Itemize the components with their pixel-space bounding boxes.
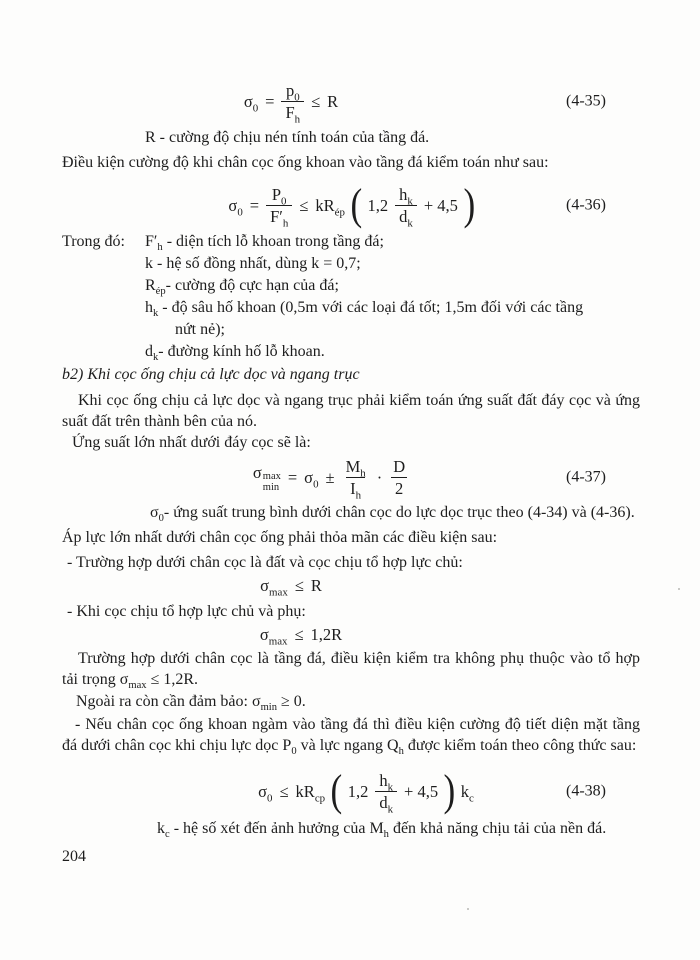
equation-4-38 <box>62 764 640 818</box>
plus-minus-sign: ± <box>325 467 335 487</box>
definition-hk-continuation: nứt nẻ); <box>175 321 225 338</box>
definition-hk: $h_k$ - độ sâu hố khoan (0,5m với các loại đá tốt; 1,5m đối với các tầng <box>145 299 584 320</box>
fraction-numerator: D <box>393 456 406 476</box>
fraction-D-2 <box>389 457 409 498</box>
fraction-hk-dk <box>395 184 417 229</box>
R-symbol: R <box>327 91 339 111</box>
fraction-p0-Fh <box>281 80 304 125</box>
Qh-symbol: $Q_h$ <box>387 737 404 758</box>
paragraph-socketed-pile: - Nếu chân cọc ống khoan ngàm vào tầng đá thì điều kiện cường độ tiết diện mặt tầng đá dưới chân cọc khi chịu lực dọc $P_0$ và lực ngang $Q_h$ được kiểm toán theo công thức sau: <box>62 716 640 758</box>
equation-4-35 <box>62 76 640 126</box>
leq-sign: ≤ <box>299 195 309 215</box>
formula-sigmamax-12R <box>260 624 342 645</box>
kc-symbol: $k_c$ <box>157 820 170 841</box>
formula-4-37 <box>252 456 409 501</box>
definition-dk: $d_k-$ đường kính hố lỗ khoan. <box>145 343 325 364</box>
inequality-sigmamax-R <box>62 574 640 596</box>
fraction-P0-Fh <box>266 184 292 229</box>
subscript-min: min <box>262 482 280 493</box>
cdot-sign: · <box>376 467 383 487</box>
scan-speck <box>467 908 469 910</box>
page-content <box>62 0 640 960</box>
sigma-max-symbol: $\sigma_{max}$ <box>260 575 288 598</box>
hk-symbol: $h_k$ <box>145 299 159 320</box>
definitions-list <box>62 231 640 363</box>
P0-symbol: $P_0$ <box>282 737 297 758</box>
paragraph-rock-condition: Trường hợp dưới chân cọc là tầng đá, điều kiện kiểm tra không phụ thuộc vào tổ hợp tải trọng $\sigma_{max} \le 1,2R$. <box>62 650 640 692</box>
inequality-sigmamax-12R <box>62 623 640 645</box>
plus-4-5-term: + 4,5 <box>423 195 458 215</box>
note-sigma0: $\sigma_0-$ ứng suất trung bình dưới chân cọc do lực dọc trục theo (4-34) và (4-36). <box>150 504 635 525</box>
paragraph-dieu-kien: Điều kiện cường độ khi chân cọc ống khoan vào tầng đá kiểm toán như sau: <box>62 154 549 171</box>
value-1-2R: 1,2R <box>310 624 343 644</box>
plus-4-5-term: + 4,5 <box>404 781 439 801</box>
paragraph-load-case: Khi cọc ống chịu cả lực dọc và ngang trục phải kiểm toán ứng suất đất đáy cọc và ứng suất đất trên thành bên của nó. <box>62 392 640 430</box>
dk-symbol: $d_k$ <box>145 343 159 364</box>
definition-Fh: Trong đó: $F'_h$ - diện tích lỗ khoan trong tầng đá; <box>62 233 384 254</box>
leq-sign: ≤ <box>279 781 289 801</box>
equation-label-4-37: (4-37) <box>566 468 606 486</box>
kc-symbol: $k_c$ <box>460 781 474 804</box>
definition-R: R - cường độ chịu nén tính toán của tầng đá. <box>145 129 430 146</box>
equals-sign: = <box>249 195 260 215</box>
equals-sign: = <box>265 91 275 111</box>
kR-cp-symbol: $kR_{cp}$ <box>295 781 326 804</box>
sigma-max-symbol: $\sigma_{max}$ <box>259 624 288 647</box>
leq-sign: ≤ <box>311 91 321 111</box>
fraction-Mh-Ih <box>342 456 370 501</box>
fraction-denominator: $d_k$ <box>375 791 397 812</box>
fraction-denominator: $F'_h$ <box>266 205 292 226</box>
Mh-symbol: $M_h$ <box>369 820 389 841</box>
paragraph-ngoai-ra: Ngoài ra còn cần đảm bảo: $\sigma_{min} \ge 0$. <box>76 693 306 714</box>
coefficient-1-2: 1,2 <box>347 781 369 801</box>
coefficient-1-2: 1,2 <box>367 195 389 215</box>
formula-4-38: $\sigma_0$ ≤ $kR_{cp}$ ( 1,2 $\frac{h_k}{d_k}$ + 4,5 ) $k_c$ <box>258 766 474 815</box>
equation-4-36 <box>62 178 640 232</box>
sigma-min-symbol: $\sigma_{min}$ <box>251 693 277 714</box>
sigma-max-symbol: $\sigma_{max}$ <box>119 671 147 692</box>
note-kc: $k_c$ - hệ số xét đến ảnh hưởng của $M_h$ đến khả năng chịu tải của nền đá. <box>157 820 607 841</box>
Rep-symbol: $R_{ép}$ <box>145 277 166 298</box>
definition-Rep: $R_{ép}-$ cường độ cực hạn của đá; <box>145 277 339 298</box>
equation-label-4-38: (4-38) <box>566 782 606 800</box>
fraction-denominator: 2 <box>391 477 407 498</box>
R-symbol: R <box>310 575 322 595</box>
page-number: 204 <box>62 848 86 865</box>
fraction-numerator: $M_h$ <box>345 456 366 479</box>
equals-sign: = <box>287 467 298 487</box>
Fh-symbol: $F'_h$ <box>145 233 163 254</box>
fraction-numerator: $P_0$ <box>271 184 287 207</box>
paragraph-max-stress: Ứng suất lớn nhất dưới đáy cọc sẽ là: <box>72 434 311 451</box>
formula-4-36: $\sigma_0$ = $\frac{P_0}{F'_h}$ ≤ $kR_{ép}$ ( 1,2 $\frac{h_k}{d_k}$ + 4,5 ) <box>228 180 476 229</box>
equation-label-4-36: (4-36) <box>566 196 606 214</box>
sigma-0-symbol: $\sigma_0$ <box>228 195 243 218</box>
fraction-hk-dk <box>375 770 397 815</box>
fraction-denominator: $d_k$ <box>395 205 417 226</box>
sigma-maxmin-symbol: σ max min <box>252 463 281 493</box>
formula-sigmamax-R <box>260 575 322 596</box>
sigma-0-symbol: $\sigma_0$ <box>258 781 273 804</box>
sigma-0-symbol: $\sigma_0$ <box>150 504 164 525</box>
heading-b2: b2) Khi cọc ống chịu cả lực dọc và ngang trục <box>62 366 360 383</box>
equation-label-4-35: (4-35) <box>566 92 606 110</box>
trong-do-label: Trong đó: <box>62 233 125 250</box>
fraction-denominator: $I_h$ <box>346 477 365 498</box>
fraction-denominator: $F_h$ <box>281 101 304 122</box>
kR-ep-symbol: $kR_{ép}$ <box>315 195 345 218</box>
equation-4-37 <box>62 452 640 502</box>
fraction-numerator: $h_k$ <box>379 770 394 793</box>
fraction-numerator: $h_k$ <box>399 184 413 207</box>
scan-speck <box>678 588 680 590</box>
leq-sign: ≤ <box>294 624 304 644</box>
paragraph-apluc: Áp lực lớn nhất dưới chân cọc ống phải thỏa mãn các điều kiện sau: <box>62 529 498 546</box>
leq-sign: ≤ <box>294 575 304 595</box>
fraction-numerator: $p_0$ <box>285 80 300 103</box>
sigma-0-symbol: $\sigma_0$ <box>304 467 319 490</box>
list-item-primary-combination: - Trường hợp dưới chân cọc là đất và cọc chịu tổ hợp lực chủ: <box>67 554 463 571</box>
formula-4-35 <box>243 80 339 125</box>
sigma-0-symbol: $\sigma_0$ <box>243 91 259 114</box>
list-item-secondary-combination: - Khi cọc chịu tổ hợp lực chủ và phụ: <box>67 603 306 620</box>
definition-k: k - hệ số đồng nhất, dùng k = 0,7; <box>145 255 361 272</box>
superscript-max: max <box>262 471 281 482</box>
